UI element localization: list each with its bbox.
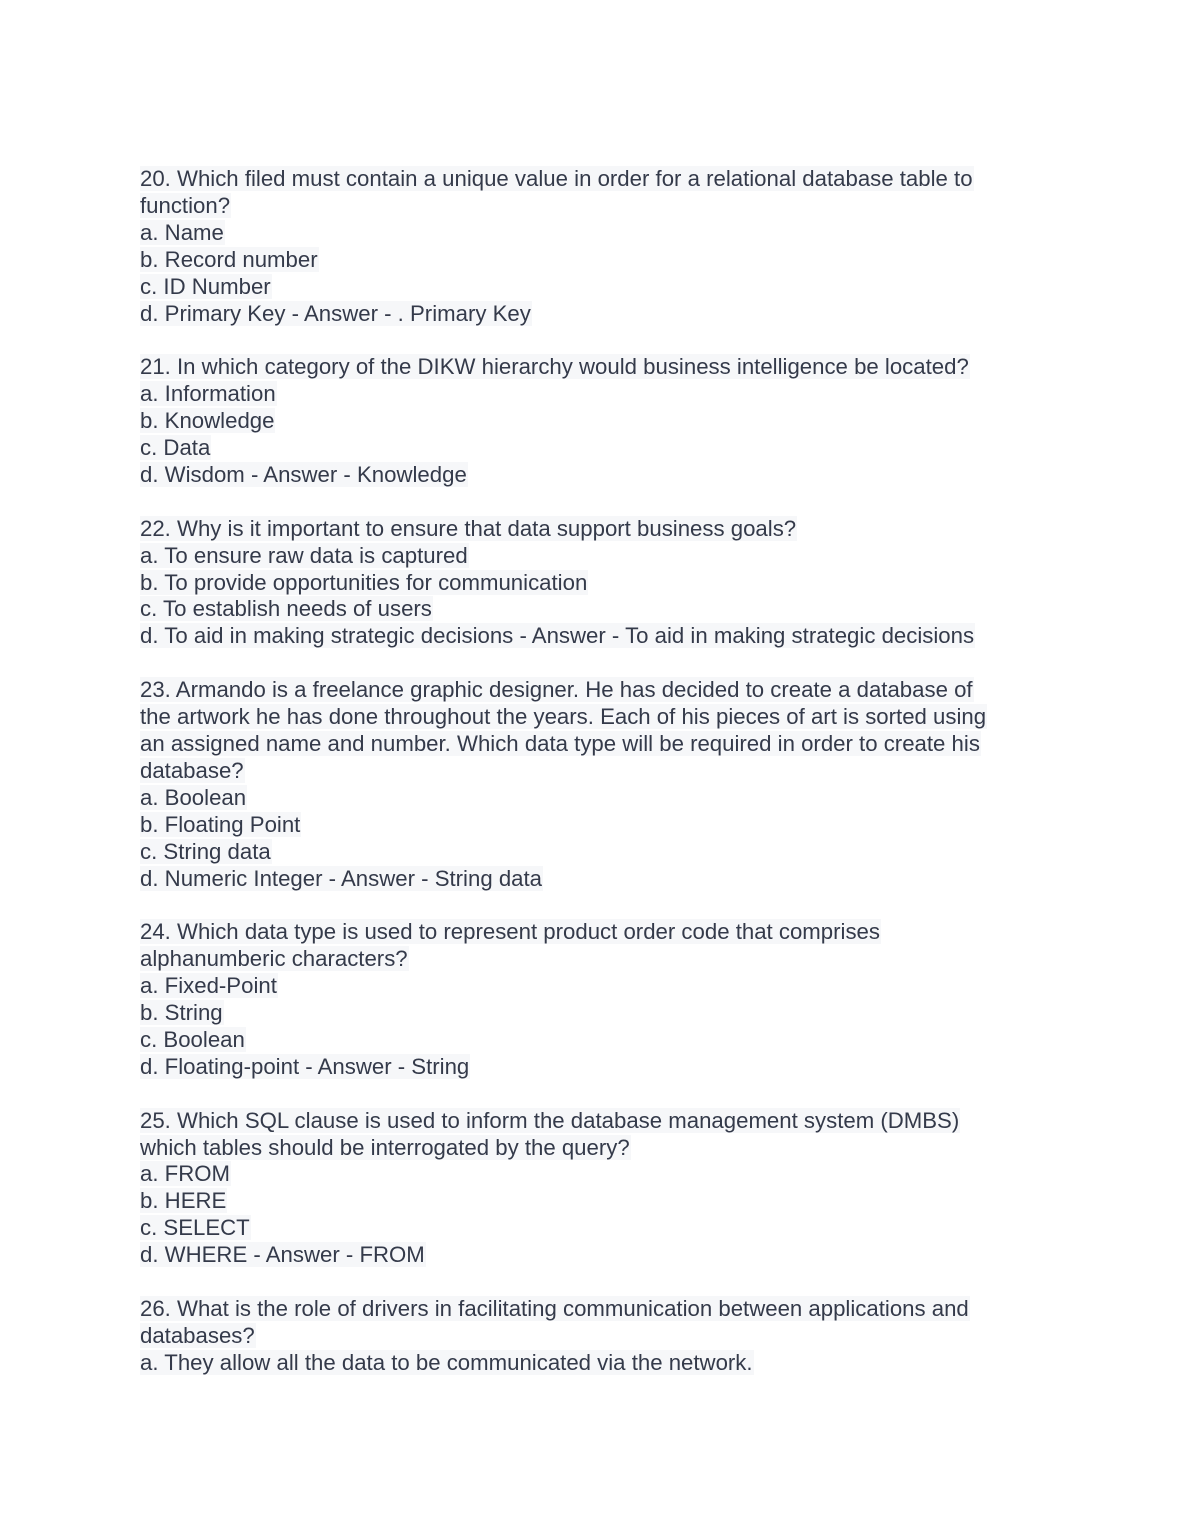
answer-option-with-answer: d. Numeric Integer - Answer - String data [140, 865, 543, 891]
question-text-line: an assigned name and number. Which data type will be required in order to create his [140, 730, 980, 756]
answer-option: a. Fixed-Point [140, 973, 277, 999]
question-22 [140, 516, 1040, 651]
answer-option: c. Data [140, 435, 211, 461]
answer-option-with-answer: d. WHERE - Answer - FROM [140, 1242, 425, 1268]
question-24 [140, 919, 1040, 1080]
question-text-line: 20. Which filed must contain a unique value in order for a relational database table to [140, 166, 973, 191]
answer-option: c. To establish needs of users [140, 596, 432, 622]
question-text-line: 23. Armando is a freelance graphic designer. He has decided to create a database of [140, 677, 973, 703]
answer-option: c. Boolean [140, 1026, 245, 1052]
question-25 [140, 1108, 1040, 1269]
answer-option: c. SELECT [140, 1215, 250, 1241]
answer-option-with-answer: d. To aid in making strategic decisions - Answer - To aid in making strategic decisions [140, 623, 975, 649]
answer-option: c. String data [140, 838, 271, 864]
question-text-line: alphanumberic characters? [140, 946, 408, 972]
answer-option: a. Boolean [140, 784, 247, 810]
question-text-line: 21. In which category of the DIKW hierarchy would business intelligence be located? [140, 354, 969, 380]
question-text-line: databases? [140, 1322, 255, 1348]
question-text-line: which tables should be interrogated by the query? [140, 1134, 630, 1160]
question-text-line: 25. Which SQL clause is used to inform the database management system (DMBS) [140, 1107, 960, 1133]
question-text-line: 24. Which data type is used to represent product order code that comprises [140, 919, 880, 945]
question-text-line: 22. Why is it important to ensure that data support business goals? [140, 515, 797, 541]
question-26 [140, 1296, 1040, 1377]
question-text-line: 26. What is the role of drivers in facilitating communication between applications and [140, 1295, 969, 1321]
answer-option: a. Information [140, 381, 276, 407]
answer-option-with-answer: d. Floating-point - Answer - String [140, 1053, 470, 1079]
question-23 [140, 677, 1040, 892]
answer-option: b. String [140, 1000, 223, 1026]
answer-option: b. Knowledge [140, 408, 275, 434]
answer-option: b. Floating Point [140, 811, 301, 837]
answer-option: a. They allow all the data to be communicated via the network. [140, 1349, 753, 1375]
answer-option: a. FROM [140, 1161, 230, 1187]
answer-option: a. To ensure raw data is captured [140, 542, 468, 568]
question-text-line: function? [140, 192, 231, 218]
answer-option: c. ID Number [140, 273, 271, 299]
answer-option: a. Name [140, 219, 224, 245]
document-body [140, 166, 1040, 1404]
answer-option-with-answer: d. Primary Key - Answer - . Primary Key [140, 300, 531, 326]
answer-option-with-answer: d. Wisdom - Answer - Knowledge [140, 461, 467, 487]
answer-option: b. To provide opportunities for communication [140, 569, 588, 595]
answer-option: b. Record number [140, 246, 318, 272]
question-21 [140, 354, 1040, 489]
answer-option: b. HERE [140, 1188, 227, 1214]
question-text-line: the artwork he has done throughout the years. Each of his pieces of art is sorted using [140, 704, 987, 730]
question-20 [140, 166, 1040, 327]
question-text-line: database? [140, 757, 244, 783]
